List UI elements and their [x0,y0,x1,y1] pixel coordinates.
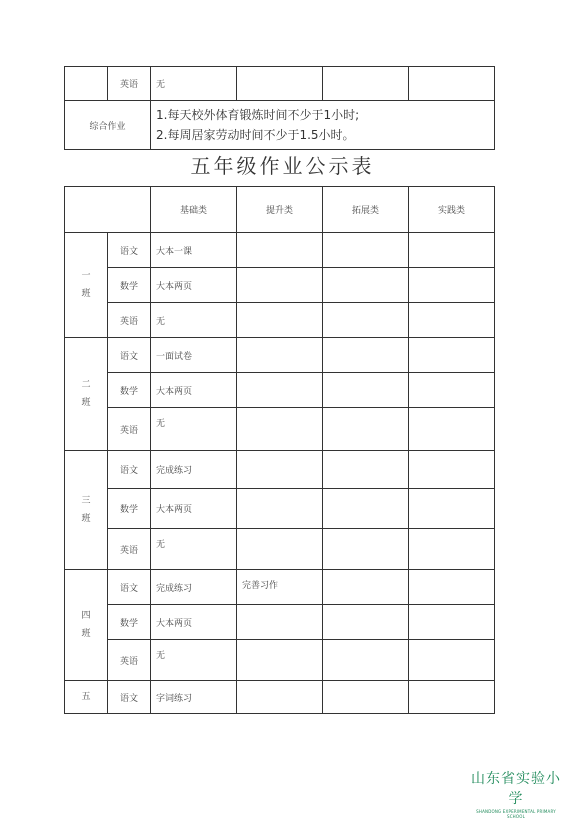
logo-english-text: SHANDONG EXPERIMENTAL PRIMARY SCHOOL [476,809,556,819]
class-label-cell [65,570,108,681]
subject-cell: 语文 [108,681,151,714]
basic-cell: 大本一课 [151,233,237,268]
table-row [65,373,495,408]
subject-cell: 英语 [108,529,151,570]
table-cell [323,408,409,451]
table-cell [323,451,409,489]
basic-cell: 字词练习 [151,681,237,714]
subject-cell: 数学 [108,605,151,640]
basic-cell: 完成练习 [151,451,237,489]
basic-cell: 完成练习 [151,570,237,605]
comprehensive-line: 1.每天校外体育锻炼时间不少于1小时; [156,108,360,122]
table-row [65,605,495,640]
table-row [65,451,495,489]
table-cell [323,338,409,373]
table-cell [323,233,409,268]
class-label-char: 班 [81,398,91,408]
class-label-char: 一 [81,271,91,281]
table-row [65,268,495,303]
table-cell [409,373,495,408]
table-cell [409,605,495,640]
header-cell: 拓展类 [323,187,409,233]
page-title: 五年级作业公示表 [190,154,375,178]
subject-cell: 语文 [108,570,151,605]
comprehensive-line: 2.每周居家劳动时间不少于1.5小时。 [156,128,355,142]
subject-cell: 数学 [108,489,151,529]
table-cell [323,373,409,408]
class-label-char: 四 [81,611,91,621]
header-cell: 基础类 [151,187,237,233]
subject-cell: 数学 [108,268,151,303]
table-cell [237,67,323,101]
basic-cell: 大本两页 [151,373,237,408]
basic-cell: 无 [151,67,237,101]
table-cell [409,529,495,570]
class-label-char: 班 [81,514,91,524]
table-cell [409,338,495,373]
table-cell [323,489,409,529]
table-row [65,681,495,714]
basic-cell: 大本两页 [151,268,237,303]
table-row [65,101,495,150]
subject-cell: 英语 [108,640,151,681]
table-cell [323,303,409,338]
subject-cell: 英语 [108,303,151,338]
table-cell [409,303,495,338]
table-cell [409,408,495,451]
table-cell [409,570,495,605]
comprehensive-content [151,101,495,150]
improve-cell [237,451,323,489]
homework-table [64,186,495,714]
class-label-char: 二 [81,380,91,390]
comprehensive-label: 综合作业 [65,101,151,150]
table-cell [323,570,409,605]
basic-cell: 大本两页 [151,605,237,640]
table-cell [323,605,409,640]
subject-cell: 英语 [108,67,151,101]
header-empty-cell [65,187,151,233]
table-cell [409,681,495,714]
table-row [65,67,495,101]
table-row [65,233,495,268]
improve-cell [237,303,323,338]
table-cell [323,529,409,570]
subject-cell: 数学 [108,373,151,408]
basic-cell: 一面试卷 [151,338,237,373]
subject-cell: 语文 [108,451,151,489]
class-label-char: 班 [81,629,91,639]
table-cell [409,233,495,268]
improve-cell: 完善习作 [237,570,323,605]
table-row [65,529,495,570]
table-cell [323,640,409,681]
improve-cell [237,681,323,714]
improve-cell [237,268,323,303]
improve-cell [237,605,323,640]
table-cell [323,681,409,714]
basic-cell: 无 [151,640,237,681]
class-label-char: 班 [81,289,91,299]
improve-cell [237,233,323,268]
class-label-char: 三 [81,496,91,506]
basic-cell: 无 [151,408,237,451]
table-cell [323,268,409,303]
table-cell [409,640,495,681]
table-row [65,338,495,373]
table-header-row [65,187,495,233]
table-cell [323,67,409,101]
basic-cell: 无 [151,529,237,570]
improve-cell [237,529,323,570]
improve-cell [237,373,323,408]
improve-cell [237,640,323,681]
subject-cell: 英语 [108,408,151,451]
table-row [65,408,495,451]
table-row [65,640,495,681]
class-label-cell [65,338,108,451]
previous-grade-table [64,66,495,150]
table-cell [409,268,495,303]
basic-cell: 大本两页 [151,489,237,529]
table-row [65,489,495,529]
table-cell [65,67,108,101]
improve-cell [237,489,323,529]
class-label-cell [65,233,108,338]
table-cell [409,451,495,489]
table-cell [409,67,495,101]
table-row [65,303,495,338]
school-logo [470,768,562,819]
basic-cell: 无 [151,303,237,338]
header-cell: 实践类 [409,187,495,233]
header-cell: 提升类 [237,187,323,233]
improve-cell [237,338,323,373]
class-label-cell [65,681,108,714]
improve-cell [237,408,323,451]
subject-cell: 语文 [108,233,151,268]
subject-cell: 语文 [108,338,151,373]
class-label-cell [65,451,108,570]
logo-chinese-text: 山东省实验小学 [471,771,561,807]
table-row [65,570,495,605]
table-cell [409,489,495,529]
class-label-char: 五 [81,692,91,702]
